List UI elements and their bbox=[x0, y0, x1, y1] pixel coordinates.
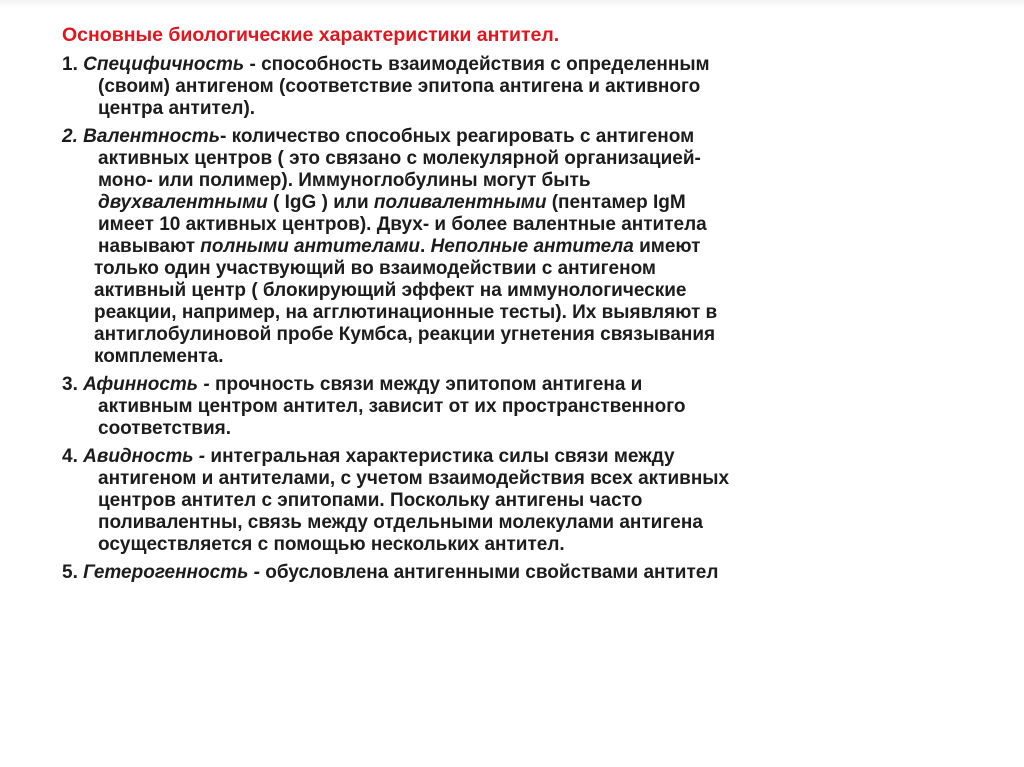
text-segment: активных центров ( это связано с молекулярной организацией- bbox=[98, 148, 701, 169]
characteristics-list bbox=[62, 54, 972, 584]
characteristic-item bbox=[62, 562, 972, 584]
text-segment: поливалентны, связь между отдельными молекулами антигена bbox=[98, 512, 703, 533]
text-line bbox=[62, 374, 972, 396]
text-segment: 3. bbox=[62, 374, 84, 395]
emphasized-term: Неполные антитела bbox=[430, 236, 634, 257]
emphasized-term: Афинность - bbox=[83, 374, 210, 395]
text-segment: осуществляется с помощью нескольких антител. bbox=[98, 534, 565, 555]
slide-title: Основные биологические характеристики антител. bbox=[62, 24, 560, 46]
text-segment: ( IgG ) или bbox=[267, 192, 374, 213]
emphasized-term: двухвалентными bbox=[98, 192, 268, 213]
text-segment: только один участвующий во взаимодействии с антигеном bbox=[94, 258, 656, 279]
text-segment: (своим) антигеном (соответствие эпитопа антигена и активного bbox=[98, 76, 701, 97]
characteristic-item bbox=[62, 446, 972, 556]
text-segment: антиглобулиновой пробе Кумбса, реакции угнетения связывания bbox=[94, 324, 716, 345]
text-segment: 1. bbox=[62, 54, 84, 75]
text-segment: центров антител с эпитопами. Поскольку антигены часто bbox=[98, 490, 643, 511]
text-segment: навывают bbox=[98, 236, 201, 257]
emphasized-term: Авидность - bbox=[83, 446, 206, 467]
characteristic-item bbox=[62, 126, 972, 368]
text-line bbox=[62, 214, 972, 236]
text-line bbox=[62, 98, 972, 120]
text-segment: антигеном и антителами, с учетом взаимодействия всех активных bbox=[98, 468, 730, 489]
text-line bbox=[62, 562, 972, 584]
text-line bbox=[62, 468, 972, 490]
text-line bbox=[62, 396, 972, 418]
text-line bbox=[62, 446, 972, 468]
text-segment: активным центром антител, зависит от их пространственного bbox=[98, 396, 686, 417]
text-line bbox=[62, 302, 972, 324]
slide-content bbox=[62, 24, 972, 590]
text-line bbox=[62, 76, 972, 98]
text-line bbox=[62, 258, 972, 280]
emphasized-term: Специфичность bbox=[83, 54, 245, 75]
characteristic-item bbox=[62, 374, 972, 440]
text-line bbox=[62, 170, 972, 192]
text-line bbox=[62, 346, 972, 368]
text-line bbox=[62, 512, 972, 534]
text-line bbox=[62, 280, 972, 302]
text-segment: 4. bbox=[62, 446, 84, 467]
text-line bbox=[62, 490, 972, 512]
text-segment: . bbox=[420, 236, 431, 257]
emphasized-term: поливалентными bbox=[373, 192, 547, 213]
text-segment: имеет 10 активных центров). Двух- и более валентные антитела bbox=[98, 214, 707, 235]
text-line bbox=[62, 126, 972, 148]
emphasized-term: 2. Валентность bbox=[62, 126, 220, 147]
text-line bbox=[62, 324, 972, 346]
text-segment: имеют bbox=[633, 236, 701, 257]
text-line bbox=[62, 418, 972, 440]
text-segment: прочность связи между эпитопом антигена и bbox=[209, 374, 643, 395]
text-segment: активный центр ( блокирующий эффект на иммунологические bbox=[94, 280, 687, 301]
text-segment: интегральная характеристика силы связи между bbox=[205, 446, 675, 467]
text-segment: (пентамер IgM bbox=[546, 192, 686, 213]
text-segment: - количество способных реагировать с антигеном bbox=[219, 126, 695, 147]
emphasized-term: полными антителами bbox=[200, 236, 421, 257]
characteristic-item bbox=[62, 54, 972, 120]
text-segment: соответствия. bbox=[98, 418, 232, 439]
text-segment: центра антител). bbox=[98, 98, 256, 119]
text-segment: 5. bbox=[62, 562, 84, 583]
text-line bbox=[62, 54, 972, 76]
text-line bbox=[62, 148, 972, 170]
text-segment: комплемента. bbox=[94, 346, 224, 367]
text-line bbox=[62, 192, 972, 214]
text-line bbox=[62, 236, 972, 258]
text-segment: моно- или полимер). Иммуноглобулины могут быть bbox=[98, 170, 591, 191]
text-line bbox=[62, 534, 972, 556]
text-segment: реакции, например, на агглютинационные тесты). Их выявляют в bbox=[94, 302, 718, 323]
emphasized-term: Гетерогенность - bbox=[83, 562, 260, 583]
text-segment: - способность взаимодействия с определенным bbox=[244, 54, 710, 75]
text-segment: обусловлена антигенными свойствами антител bbox=[259, 562, 719, 583]
